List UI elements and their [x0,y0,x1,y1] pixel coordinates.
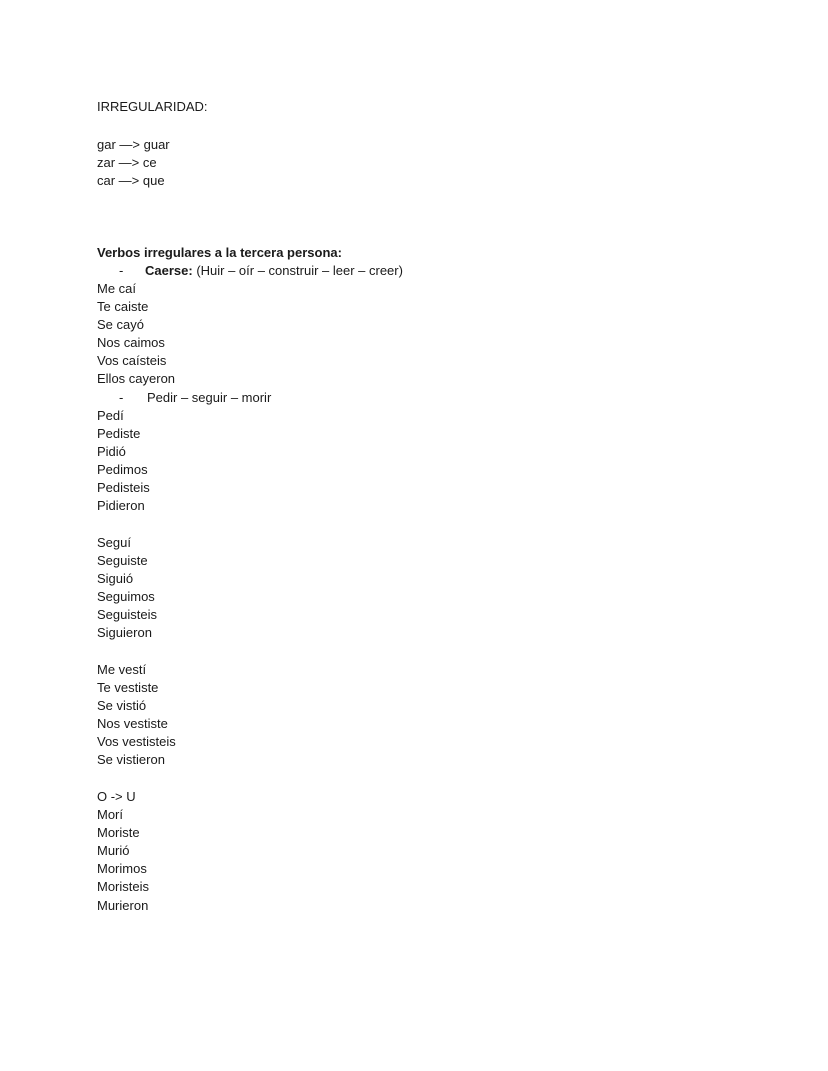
bullet-caerse [145,262,403,280]
list-item: Nos caimos [97,335,165,350]
list-item: Moristeis [97,879,150,894]
list-item: Murió [97,843,130,858]
list-item: Pedimos [97,462,148,477]
bullet-dash: - [119,263,124,278]
section-heading-third-person: Verbos irregulares a la tercera persona: [97,245,342,260]
list-item: Pidieron [97,498,145,513]
list-item: Vos caísteis [97,353,167,368]
heading-irregularidad: IRREGULARIDAD: [97,99,208,114]
bullet-pedir: Pedir – seguir – morir [147,390,272,405]
list-item: Nos vestiste [97,716,168,731]
list-item: Te vestiste [97,680,159,695]
rule-line-2: zar —> ce [97,155,157,170]
list-item: Se vistieron [97,752,165,767]
list-item: Te caiste [97,299,149,314]
list-item: Morimos [97,861,147,876]
list-item: Pidió [97,444,126,459]
bullet-caerse-label: Caerse: [145,263,193,278]
list-item: Se cayó [97,317,144,332]
list-item: Morí [97,807,123,822]
list-item: Seguimos [97,589,155,604]
list-item: Seguiste [97,553,148,568]
list-item: Siguieron [97,625,152,640]
list-item: Pediste [97,426,141,441]
rule-line-1: gar —> guar [97,137,170,152]
list-item: Pedisteis [97,480,150,495]
rule-line-3: car —> que [97,173,165,188]
list-item: Moriste [97,825,140,840]
list-item: Siguió [97,571,134,586]
rule-o-u: O -> U [97,789,136,804]
list-item: Seguisteis [97,607,157,622]
list-item: Vos vestisteis [97,734,176,749]
list-item: Me caí [97,281,137,296]
list-item: Ellos cayeron [97,371,176,386]
bullet-caerse-rest: (Huir – oír – construir – leer – creer) [192,263,403,278]
list-item: Seguí [97,535,131,550]
list-item: Murieron [97,898,149,913]
list-item: Se vistió [97,698,147,713]
list-item: Me vestí [97,662,147,677]
list-item: Pedí [97,408,124,423]
bullet-dash: - [119,390,124,405]
